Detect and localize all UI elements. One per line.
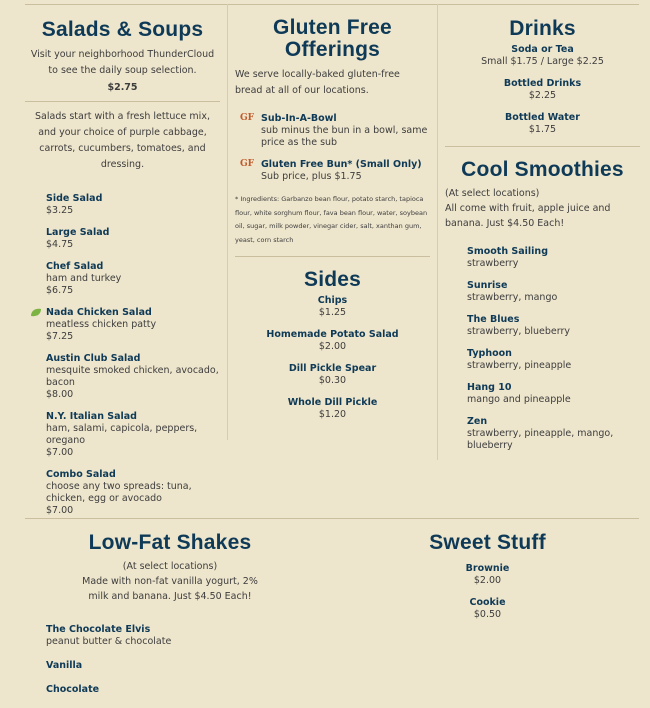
item-price: $7.00 <box>46 447 74 458</box>
item-description: ham and turkey <box>46 273 122 284</box>
smoothie-list <box>445 246 640 452</box>
section-title: Sides <box>303 268 362 291</box>
menu-item <box>46 193 220 217</box>
item-name: Chips <box>317 295 348 306</box>
title-line: Gluten Free <box>273 16 392 39</box>
section-title: Low-Fat Shakes <box>88 531 252 554</box>
item-price: $7.00 <box>46 505 74 516</box>
item-price: $1.20 <box>318 409 347 420</box>
gluten-free-section <box>235 4 430 431</box>
menu-item <box>445 44 640 68</box>
menu-item <box>467 416 640 452</box>
section-title <box>235 17 430 61</box>
menu-item <box>235 363 430 387</box>
item-price: $1.75 <box>528 124 557 135</box>
item-description: meatless chicken patty <box>46 319 157 330</box>
item-price: $4.75 <box>46 239 74 250</box>
menu-item <box>240 113 430 149</box>
item-name: N.Y. Italian Salad <box>46 411 137 422</box>
item-name: Smooth Sailing <box>467 246 548 257</box>
shakes-section <box>25 530 315 708</box>
shake-list <box>25 624 315 696</box>
section-divider <box>235 256 430 257</box>
drinks-section <box>445 4 640 462</box>
column-divider <box>437 4 438 460</box>
item-description: mango and pineapple <box>467 394 571 405</box>
item-name: Chocolate <box>46 684 100 695</box>
item-price: $7.25 <box>46 331 74 342</box>
item-description: strawberry <box>467 258 519 269</box>
section-divider <box>445 146 640 147</box>
item-name: Typhoon <box>467 348 512 359</box>
menu-item <box>445 112 640 136</box>
menu-item <box>467 382 640 406</box>
item-description: Sub price, plus $1.75 <box>261 171 362 182</box>
item-price: $6.75 <box>46 285 74 296</box>
menu-item <box>46 261 220 297</box>
item-price: Small $1.75 / Large $2.25 <box>481 56 604 67</box>
section-title: Drinks <box>509 17 576 40</box>
item-name: Large Salad <box>46 227 110 238</box>
item-name: Sunrise <box>467 280 508 291</box>
menu-item <box>46 469 220 517</box>
title-line: Offerings <box>284 38 381 61</box>
item-name: Austin Club Salad <box>46 353 141 364</box>
menu-item <box>340 597 635 621</box>
item-price: $2.25 <box>528 90 557 101</box>
item-price: $0.50 <box>473 609 502 620</box>
item-description: strawberry, pineapple, mango, blueberry <box>467 428 614 451</box>
item-price: $1.25 <box>318 307 347 318</box>
item-description: sub minus the bun in a bowl, same price as the sub <box>261 125 428 148</box>
menu-item <box>235 397 430 421</box>
section-title: Sweet Stuff <box>429 531 546 554</box>
item-description: mesquite smoked chicken, avocado, bacon <box>46 365 219 388</box>
menu-item <box>46 684 315 696</box>
menu-item <box>46 411 220 459</box>
leaf-icon <box>30 308 42 317</box>
menu-item <box>46 307 220 343</box>
item-description: ham, salami, capicola, peppers, oregano <box>46 423 198 446</box>
shakes-note: (At select locations) <box>122 561 218 572</box>
menu-item <box>46 660 315 672</box>
salads-section <box>25 4 220 527</box>
item-name: Nada Chicken Salad <box>46 307 152 318</box>
item-name: Dill Pickle Spear <box>288 363 377 374</box>
item-description: peanut butter & chocolate <box>46 636 172 647</box>
item-name: Gluten Free Bun* (Small Only) <box>261 159 422 170</box>
item-price: $8.00 <box>46 389 74 400</box>
item-name: Sub-In-A-Bowl <box>261 113 337 124</box>
gf-badge: GF <box>240 113 255 123</box>
item-price: $2.00 <box>473 575 502 586</box>
item-name: Bottled Drinks <box>503 78 582 89</box>
gluten-free-list <box>235 113 430 183</box>
menu-item <box>46 227 220 251</box>
sides-list <box>235 295 430 421</box>
item-name: Chef Salad <box>46 261 104 272</box>
item-name: Zen <box>467 416 488 427</box>
menu-item <box>235 295 430 319</box>
menu-item <box>467 348 640 372</box>
column-divider <box>227 4 228 440</box>
menu-item <box>467 314 640 338</box>
item-name: Combo Salad <box>46 469 116 480</box>
section-title: Cool Smoothies <box>461 158 624 181</box>
item-price: $3.25 <box>46 205 74 216</box>
smoothies-intro: All come with fruit, apple juice and banana. Just $4.50 Each! <box>445 203 611 229</box>
item-name: Hang 10 <box>467 382 512 393</box>
item-description: strawberry, mango <box>467 292 558 303</box>
soup-intro: Visit your neighborhood ThunderCloud to see the daily soup selection. <box>30 49 215 76</box>
sweets-section <box>340 530 635 631</box>
menu-item <box>240 159 430 183</box>
item-name: Cookie <box>469 597 506 608</box>
section-divider <box>25 101 220 102</box>
item-price: $2.00 <box>318 341 347 352</box>
item-name: Vanilla <box>46 660 83 671</box>
gluten-intro: We serve locally-baked gluten-free bread at all of our locations. <box>235 69 400 96</box>
item-name: Soda or Tea <box>511 44 574 55</box>
section-title: Salads & Soups <box>41 18 204 41</box>
shakes-intro: Made with non-fat vanilla yogurt, 2% milk and banana. Just $4.50 Each! <box>82 576 258 602</box>
menu-item <box>445 78 640 102</box>
salad-note: Salads start with a fresh lettuce mix, and your choice of purple cabbage, carrots, cucumbers, tomatoes, and dressing. <box>35 111 210 170</box>
soup-price: $2.75 <box>107 82 138 93</box>
item-name: Brownie <box>465 563 510 574</box>
salad-list <box>25 193 220 517</box>
item-description: strawberry, blueberry <box>467 326 571 337</box>
item-name: The Chocolate Elvis <box>46 624 151 635</box>
bottom-divider <box>25 518 639 519</box>
smoothies-note: (At select locations) <box>445 188 540 199</box>
menu-item <box>235 329 430 353</box>
item-name: Whole Dill Pickle <box>287 397 378 408</box>
item-name: Homemade Potato Salad <box>266 329 399 340</box>
item-name: The Blues <box>467 314 520 325</box>
menu-item <box>467 246 640 270</box>
menu-item <box>467 280 640 304</box>
item-description: choose any two spreads: tuna, chicken, egg or avocado <box>46 481 192 504</box>
item-description: strawberry, pineapple <box>467 360 572 371</box>
item-name: Bottled Water <box>505 112 580 123</box>
item-name: Side Salad <box>46 193 103 204</box>
menu-item <box>46 353 220 401</box>
item-price: $0.30 <box>318 375 347 386</box>
gf-badge: GF <box>240 159 255 169</box>
menu-item <box>46 624 315 648</box>
ingredients-note: * Ingredients: Garbanzo bean flour, potato starch, tapioca flour, white sorghum flour, fava bean flour, water, soybean oil, sugar, milk powder, vinegar cider, salt, xanthan gum, yeast, corn starch <box>235 195 428 244</box>
sweet-list <box>340 563 635 621</box>
drinks-list <box>445 44 640 136</box>
menu-item <box>340 563 635 587</box>
